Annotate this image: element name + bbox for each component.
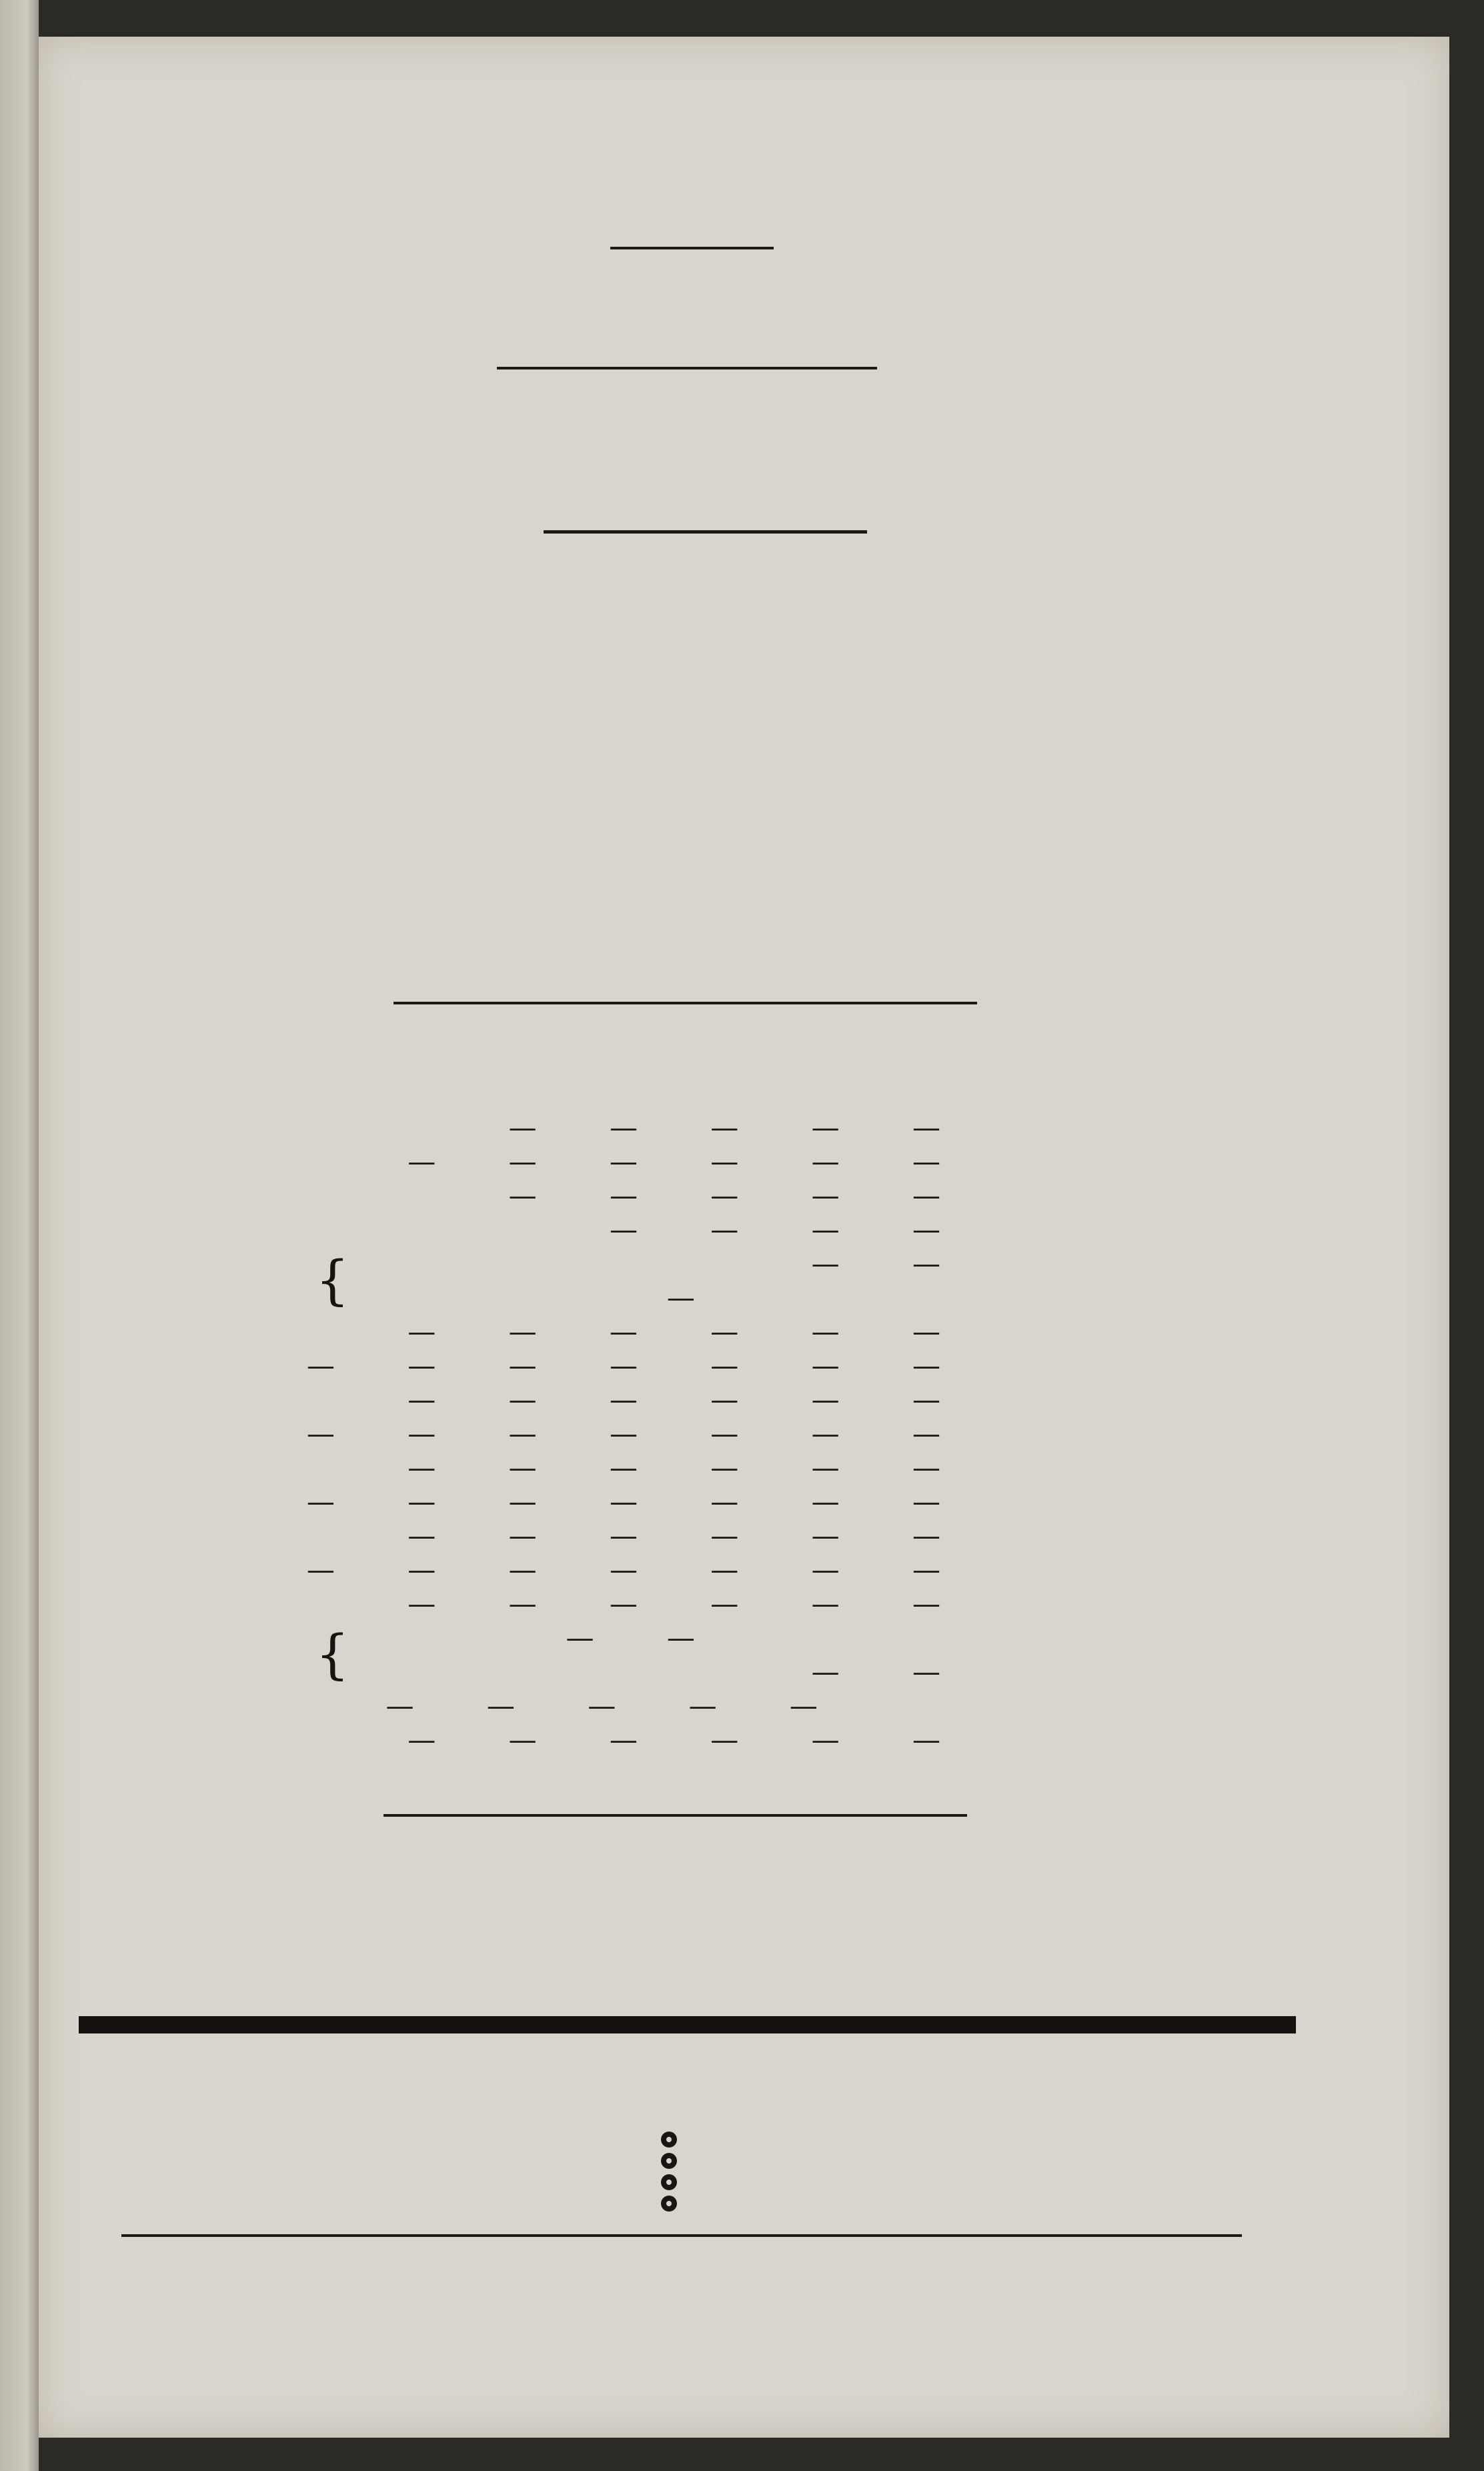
cast-row: — — — — — — —: [306, 1553, 972, 1586]
title-rule: [610, 247, 774, 249]
cast-row: — —: [811, 1655, 972, 1688]
genre-rule: [394, 1002, 977, 1004]
guest-row: [153, 1909, 1287, 1970]
brace-glyph: {: [315, 1249, 349, 1311]
ornament-border-bottom: [47, 2358, 1401, 2418]
cast-row: — — — — — —: [408, 1383, 972, 1416]
cast-end-rule: [384, 1814, 967, 1817]
cast-row: — — — — —: [508, 1179, 972, 1212]
ornament-border-top: [47, 77, 1401, 137]
cast-row: — — — — — —: [408, 1519, 972, 1552]
guest-row: [153, 1847, 1287, 1909]
guest-notes: [153, 1847, 1287, 1970]
cast-row: — — — — —: [386, 1689, 972, 1722]
cast-row: — — — —: [609, 1213, 972, 1246]
cast-row: — — — — — —: [408, 1723, 972, 1756]
ornament-border-right: [1347, 87, 1407, 2381]
cast-row: — — — — — —: [408, 1145, 972, 1178]
brace-glyph: {: [315, 1623, 349, 1685]
cast-row: — — — — — — —: [306, 1349, 972, 1382]
cast-row: — — — — — — —: [306, 1485, 972, 1518]
cast-row: — — — — — —: [408, 1315, 972, 1348]
cousins-group: [79, 1247, 1253, 1315]
cast-row: — — — — — — —: [306, 1417, 972, 1450]
servants-group: [79, 1621, 1253, 1689]
prices-divider: [79, 2016, 1296, 2033]
cast-row: — — — — —: [508, 1111, 972, 1144]
times-divider: [121, 2234, 1242, 2237]
cast-row: — —: [811, 1247, 972, 1280]
subtitle-rule: [497, 367, 877, 369]
flower-ornament-icon: [652, 2128, 686, 2214]
cast-row: — —: [566, 1621, 972, 1654]
price-row: [131, 2113, 1278, 2148]
cast-row: [79, 1757, 1253, 1791]
cast-row: — — — — — —: [408, 1451, 972, 1484]
date-rule: [544, 530, 867, 534]
previous-page-edge: [0, 0, 39, 2471]
cast-row: —: [666, 1281, 972, 1314]
cast-row: — — — — — —: [408, 1587, 972, 1620]
price-row: [131, 2148, 1278, 2182]
price-table: [131, 2113, 1278, 2217]
price-row: [131, 2182, 1278, 2217]
cast-list: [79, 1110, 1253, 1791]
